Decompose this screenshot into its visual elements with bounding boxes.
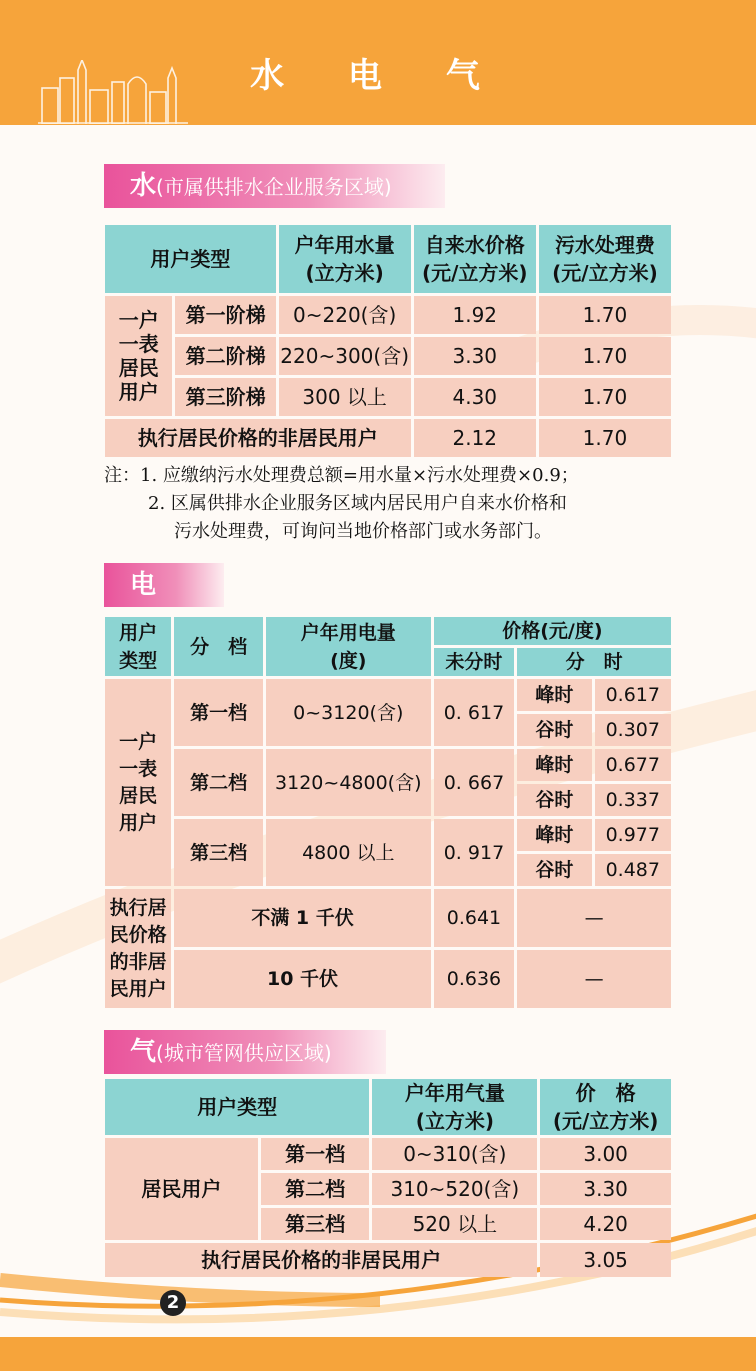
gas-header-price: 价 格 (元/立方米) xyxy=(540,1079,671,1135)
page-title: 水 电 气 xyxy=(250,56,506,96)
table-row xyxy=(105,819,671,851)
gas-tab-subtitle: (城市管网供应区域) xyxy=(156,1041,332,1065)
valley-price: 0.307 xyxy=(595,714,671,746)
gas-resident-label: 居民用户 xyxy=(105,1138,258,1240)
peak-label: 峰时 xyxy=(517,819,591,851)
sewage-fee: 1.70 xyxy=(539,337,671,375)
flat-price: 0.636 xyxy=(434,950,514,1008)
peak-label: 峰时 xyxy=(517,679,591,711)
flat-price: 0. 667 xyxy=(434,749,514,816)
tier-name: 第三阶梯 xyxy=(175,378,275,416)
tap-price: 2.12 xyxy=(414,419,536,457)
page-header xyxy=(0,0,756,125)
table-row xyxy=(105,679,671,711)
sewage-fee: 1.70 xyxy=(539,378,671,416)
table-row xyxy=(105,296,671,334)
footer-bar xyxy=(0,1337,756,1371)
water-header-volume: 户年用水量 (立方米) xyxy=(279,225,411,293)
valley-price: 0.487 xyxy=(595,854,671,886)
capacity-label: 10 千伏 xyxy=(174,950,430,1008)
gas-price: 4.20 xyxy=(540,1208,671,1240)
table-row xyxy=(105,889,671,947)
tier-name: 第一档 xyxy=(174,679,262,746)
table-row xyxy=(105,1138,671,1170)
sewage-fee: 1.70 xyxy=(539,419,671,457)
tier-range: 220~300(含) xyxy=(279,337,411,375)
table-row xyxy=(105,419,671,457)
tier-range: 0~3120(含) xyxy=(266,679,431,746)
peak-price: 0.677 xyxy=(595,749,671,781)
valley-label: 谷时 xyxy=(517,854,591,886)
electric-header-user-type: 用户 类型 xyxy=(105,617,171,676)
electric-header-price: 价格(元/度) xyxy=(434,617,671,645)
table-row xyxy=(105,1243,671,1277)
tier-name: 第二阶梯 xyxy=(175,337,275,375)
electric-header-volume: 户年用电量 (度) xyxy=(266,617,431,676)
electric-header-flat: 未分时 xyxy=(434,648,514,676)
gas-price: 3.05 xyxy=(540,1243,671,1277)
tier-range: 520 以上 xyxy=(372,1208,537,1240)
tier-range: 3120~4800(含) xyxy=(266,749,431,816)
gas-price: 3.00 xyxy=(540,1138,671,1170)
capacity-label: 不满 1 千伏 xyxy=(174,889,430,947)
tier-range: 0~220(含) xyxy=(279,296,411,334)
electric-header-tou: 分 时 xyxy=(517,648,671,676)
tier-name: 第二档 xyxy=(261,1173,370,1205)
gas-price: 3.30 xyxy=(540,1173,671,1205)
tier-name: 第三档 xyxy=(261,1208,370,1240)
tier-range: 310~520(含) xyxy=(372,1173,537,1205)
table-row xyxy=(105,749,671,781)
note-line: 注：1. 应缴纳污水处理费总额=用水量×污水处理费×0.9； xyxy=(104,465,579,486)
peak-price: 0.617 xyxy=(595,679,671,711)
gas-header-user-type: 用户类型 xyxy=(105,1079,369,1135)
tap-price: 3.30 xyxy=(414,337,536,375)
note-line: 污水处理费，可询问当地价格部门或水务部门。 xyxy=(174,521,552,542)
gas-tab-title: 气 xyxy=(130,1037,157,1067)
tier-name: 第一阶梯 xyxy=(175,296,275,334)
water-header-sewage-fee: 污水处理费 (元/立方米) xyxy=(539,225,671,293)
peak-label: 峰时 xyxy=(517,749,591,781)
gas-section-tab xyxy=(104,1030,386,1074)
water-header-user-type: 用户类型 xyxy=(105,225,276,293)
electric-tab-title: 电 xyxy=(130,570,157,600)
valley-price: 0.337 xyxy=(595,784,671,816)
water-non-resident-label: 执行居民价格的非居民用户 xyxy=(105,419,411,457)
water-resident-label: 一户一表居民用户 xyxy=(105,296,172,416)
tier-name: 第一档 xyxy=(261,1138,370,1170)
electric-non-resident-label: 执行居民价格的非居民用户 xyxy=(105,889,171,1008)
table-row xyxy=(105,950,671,1008)
note-line: 2. 区属供排水企业服务区域内居民用户自来水价格和 xyxy=(148,493,567,514)
flat-price: 0.641 xyxy=(434,889,514,947)
sewage-fee: 1.70 xyxy=(539,296,671,334)
tap-price: 1.92 xyxy=(414,296,536,334)
peak-price: 0.977 xyxy=(595,819,671,851)
page-number: 2 xyxy=(160,1290,186,1316)
table-row xyxy=(105,378,671,416)
water-price-table xyxy=(102,222,674,460)
table-row xyxy=(105,337,671,375)
water-section-tab xyxy=(104,164,445,208)
gas-price-table xyxy=(102,1076,674,1280)
water-header-tap-price: 自来水价格 (元/立方米) xyxy=(414,225,536,293)
tier-name: 第二档 xyxy=(174,749,262,816)
electric-section-tab xyxy=(104,563,224,607)
tap-price: 4.30 xyxy=(414,378,536,416)
tier-range: 4800 以上 xyxy=(266,819,431,886)
tou-price: — xyxy=(517,950,671,1008)
gas-non-resident-label: 执行居民价格的非居民用户 xyxy=(105,1243,537,1277)
valley-label: 谷时 xyxy=(517,714,591,746)
gas-header-volume: 户年用气量 (立方米) xyxy=(372,1079,537,1135)
electric-header-tier: 分 档 xyxy=(174,617,262,676)
flat-price: 0. 917 xyxy=(434,819,514,886)
tier-range: 300 以上 xyxy=(279,378,411,416)
water-tab-title: 水 xyxy=(130,171,157,201)
tier-name: 第三档 xyxy=(174,819,262,886)
valley-label: 谷时 xyxy=(517,784,591,816)
water-tab-subtitle: (市属供排水企业服务区域) xyxy=(156,175,392,199)
electric-resident-label: 一户一表居民用户 xyxy=(105,679,171,886)
water-notes xyxy=(104,462,724,546)
electric-price-table xyxy=(102,614,674,1011)
tier-range: 0~310(含) xyxy=(372,1138,537,1170)
tou-price: — xyxy=(517,889,671,947)
flat-price: 0. 617 xyxy=(434,679,514,746)
